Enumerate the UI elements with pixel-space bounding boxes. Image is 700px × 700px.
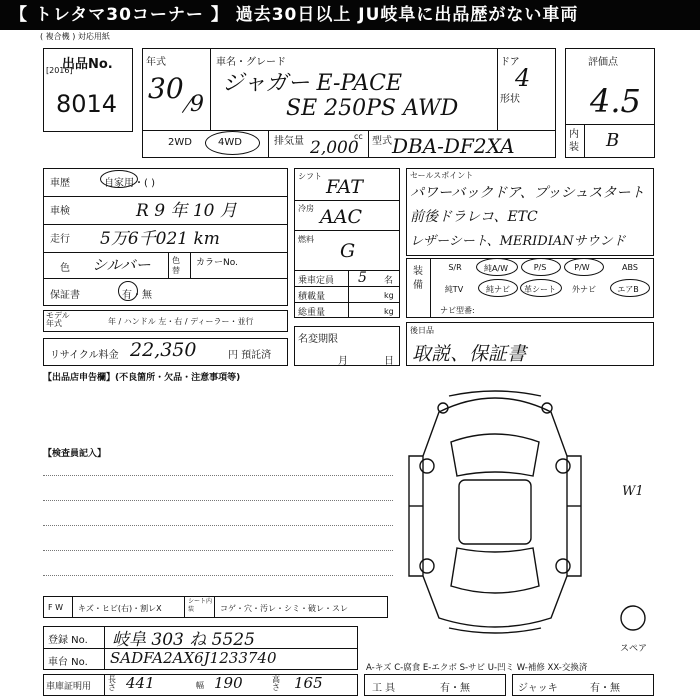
tools-value: 有・無 xyxy=(440,683,470,694)
cert-label: 車庫証明用 xyxy=(46,682,92,692)
sales-point-line-2: 前後ドラレコ、ETC xyxy=(410,209,538,225)
recycle-unit: 円 預託済 xyxy=(228,350,272,361)
gross-label: 総重量 xyxy=(298,308,326,318)
door-value: 4 xyxy=(515,64,531,92)
year-label: 年式 xyxy=(146,57,166,68)
year-value: 30 xyxy=(148,72,184,105)
interior-value: B xyxy=(606,130,620,151)
height-value: 165 xyxy=(294,674,323,692)
history-value: 自家用・( ) xyxy=(104,178,155,189)
width-label: 幅 xyxy=(196,681,204,690)
circle-genuine-aw xyxy=(476,258,518,276)
history-circle xyxy=(100,170,138,188)
navi-model-label: ナビ型番: xyxy=(440,306,475,315)
circle-power-steering xyxy=(521,258,561,276)
shift-label: シフト xyxy=(298,172,322,181)
tools-label: 工 具 xyxy=(372,683,396,694)
reg-value: 岐阜 303 ね 5525 xyxy=(112,630,255,650)
seller-notes-label: 【出品店申告欄】(不良箇所・欠品・注意事項等) xyxy=(43,373,241,383)
mileage-value: 5万6千021 km xyxy=(100,229,220,249)
model-label: 型式 xyxy=(372,136,392,147)
shift-value: FAT xyxy=(326,176,363,198)
header-note: ( 複合機 ) 対応用紙 xyxy=(40,32,110,41)
inspection-label: 車検 xyxy=(50,206,70,217)
sales-points-label: セールスポイント xyxy=(410,171,474,180)
after-docs-value: 取説、保証書 xyxy=(412,343,527,365)
color-value: シルバー xyxy=(92,256,151,274)
fw-label: F W xyxy=(48,603,64,612)
drive-4wd: 4WD xyxy=(218,137,242,148)
name-change-month: 月 xyxy=(338,356,348,367)
color-label: 色 xyxy=(60,263,70,274)
aircon-value: AAC xyxy=(320,206,362,228)
banner-title: 【 トレタマ30コーナー 】 過去30日以上 JU岐阜に出品歴がない車両 xyxy=(0,0,700,30)
jack-label: ジャッキ xyxy=(518,683,558,694)
mileage-label: 走行 xyxy=(50,234,70,245)
gross-unit: kg xyxy=(384,307,394,316)
load-label: 積載量 xyxy=(298,292,326,302)
warranty-circle xyxy=(118,281,138,301)
displacement-value: 2,000 xyxy=(310,138,359,158)
reg-label: 登録 No. xyxy=(48,635,88,646)
door-label: ドア xyxy=(500,57,520,68)
length-label: 長さ xyxy=(108,675,116,692)
seat-text: コゲ・穴・汚レ・シミ・破レ・スレ xyxy=(220,604,348,613)
circle-genuine-navi xyxy=(478,279,518,297)
capacity-unit: 名 xyxy=(384,276,394,286)
circle-power-window xyxy=(564,258,604,276)
spare-label: スペア xyxy=(620,644,648,654)
lot-number: 8014 xyxy=(56,90,118,118)
lot-label: 出品No. xyxy=(62,57,113,72)
load-unit: kg xyxy=(384,291,394,300)
grade-score: 4.5 xyxy=(590,82,641,120)
name-label: 車名・グレード xyxy=(216,57,286,68)
inspector-notes-label: 【検査員記入】 xyxy=(43,449,107,459)
car-name-value: ジャガー E-PACE xyxy=(222,71,403,96)
opt-abs: ABS xyxy=(622,263,638,272)
legend: A-キズ C-腐食 E-エクボ S-サビ U-凹ミ W-補修 XX-交換済 xyxy=(366,663,588,673)
fuel-value: G xyxy=(340,240,356,262)
history-label: 車歴 xyxy=(50,178,70,189)
recycle-label: リサイクル料金 xyxy=(50,350,119,361)
fw-text: キズ・ヒビ(右)・割レX xyxy=(78,604,162,613)
chassis-value: SADFA2AX6J1233740 xyxy=(110,649,277,667)
opt-genuine-navi: 純ナビ xyxy=(486,285,510,294)
interior-label: 内装 xyxy=(569,129,579,153)
circle-leather-seat xyxy=(520,279,562,297)
drive-2wd: 2WD xyxy=(168,137,192,148)
after-docs-label: 後日品 xyxy=(410,326,434,335)
inspection-value: R 9 年 10 月 xyxy=(136,201,237,221)
equipment-label: 装備 xyxy=(413,266,423,291)
capacity-value: 5 xyxy=(358,270,367,286)
circle-airbag xyxy=(610,279,650,297)
jack-value: 有・無 xyxy=(590,683,620,694)
grade-value: SE 250PS AWD xyxy=(286,96,459,121)
aircon-label: 冷房 xyxy=(298,204,314,213)
warranty-value: 有・無 xyxy=(122,290,152,301)
fuel-label: 燃料 xyxy=(298,235,314,244)
opt-power-window: P/W xyxy=(574,263,590,272)
width-value: 190 xyxy=(214,674,243,692)
name-change-label: 名変期限 xyxy=(298,334,338,345)
model-year-label: モデル年式 xyxy=(46,311,70,328)
car-damage-diagram xyxy=(405,386,655,638)
opt-airbag: エアB xyxy=(617,285,639,294)
cc-label: cc xyxy=(354,132,363,141)
warranty-label: 保証書 xyxy=(50,290,80,301)
grade-label: 評価点 xyxy=(588,57,618,68)
opt-sunroof: S/R xyxy=(448,263,462,272)
sales-point-line-1: パワーバックドア、プッシュスタート xyxy=(410,185,645,201)
chassis-label: 車台 No. xyxy=(48,657,88,668)
opt-genuine-aw: 純A/W xyxy=(483,264,509,273)
opt-genuine-tv: 純TV xyxy=(444,285,464,294)
model-value: DBA-DF2XA xyxy=(392,134,515,158)
model-year-text: 年 / ハンドル 左・右 / ディーラー・並行 xyxy=(108,317,254,326)
opt-leather-seat: 革シート xyxy=(524,285,556,294)
recycle-value: 22,350 xyxy=(130,339,197,361)
opt-aftermarket-navi: 外ナビ xyxy=(572,285,596,294)
color-no-label: カラーNo. xyxy=(196,258,238,268)
lot-year-tag: [2016] xyxy=(46,66,73,75)
shape-label: 形状 xyxy=(500,94,520,105)
capacity-label: 乗車定員 xyxy=(298,276,335,286)
damage-mark-w1: W1 xyxy=(622,484,644,499)
seat-label: シート内装 xyxy=(188,598,213,613)
length-value: 441 xyxy=(126,674,155,692)
height-label: 高さ xyxy=(272,675,280,692)
opt-power-steering: P/S xyxy=(533,263,547,272)
color-change-label: 色替 xyxy=(172,256,180,275)
displacement-label: 排気量 xyxy=(274,136,304,147)
sales-point-line-3: レザーシート、MERIDIANサウンド xyxy=(410,234,626,249)
month-value: 9 xyxy=(190,92,204,117)
name-change-day: 日 xyxy=(384,356,394,367)
